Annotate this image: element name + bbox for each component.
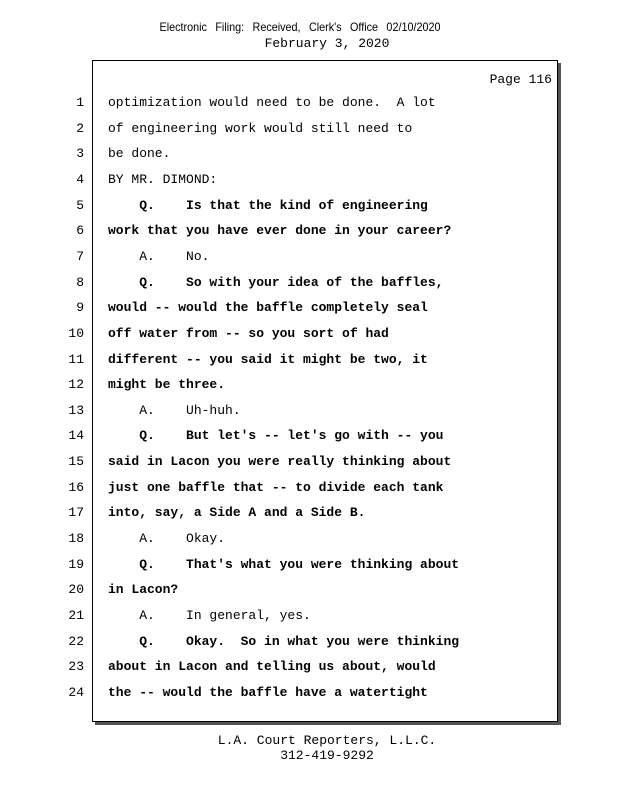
line-number: 8: [76, 275, 84, 290]
line-number: 22: [68, 634, 84, 649]
line-text: A. Uh-huh.: [108, 403, 241, 418]
line-text: into, say, a Side A and a Side B.: [108, 505, 366, 520]
transcript-date: February 3, 2020: [264, 36, 390, 51]
line-text: Q. That's what you were thinking about: [108, 557, 460, 572]
line-number: 21: [68, 608, 84, 623]
line-number: 7: [76, 249, 84, 264]
line-number: 23: [68, 659, 84, 674]
line-text: the -- would the baffle have a watertight: [108, 685, 428, 700]
line-number: 15: [68, 454, 84, 469]
line-number: 16: [68, 480, 84, 495]
line-text: would -- would the baffle completely seal: [108, 300, 428, 315]
line-number: 18: [68, 531, 84, 546]
reporter-phone: 312-419-9292: [280, 748, 374, 763]
line-number: 20: [68, 582, 84, 597]
line-number: 3: [76, 146, 84, 161]
line-text: Q. But let's -- let's go with -- you: [108, 428, 444, 443]
line-number: 1: [76, 95, 84, 110]
line-text: about in Lacon and telling us about, would: [108, 659, 436, 674]
line-text: BY MR. DIMOND:: [108, 172, 218, 187]
line-text: A. Okay.: [108, 531, 226, 546]
line-text: Q. Okay. So in what you were thinking: [108, 634, 460, 649]
line-text: off water from -- so you sort of had: [108, 326, 389, 341]
line-number: 24: [68, 685, 84, 700]
line-number: 14: [68, 428, 84, 443]
line-number: 12: [68, 377, 84, 392]
line-text: Q. Is that the kind of engineering: [108, 198, 428, 213]
line-number: 13: [68, 403, 84, 418]
filing-header: Electronic Filing: Received, Clerk's Office 02/10/2020: [159, 20, 441, 34]
line-number: 4: [76, 172, 84, 187]
line-number: 9: [76, 300, 84, 315]
line-number: 17: [68, 505, 84, 520]
line-text: just one baffle that -- to divide each tank: [108, 480, 444, 495]
line-text: said in Lacon you were really thinking about: [108, 454, 452, 469]
line-text: be done.: [108, 146, 171, 161]
line-text: different -- you said it might be two, it: [108, 352, 428, 367]
line-number: 19: [68, 557, 84, 572]
reporter-company: L.A. Court Reporters, L.L.C.: [217, 733, 437, 748]
line-text: might be three.: [108, 377, 226, 392]
line-number: 6: [76, 223, 84, 238]
line-text: A. No.: [108, 249, 210, 264]
line-text: Q. So with your idea of the baffles,: [108, 275, 444, 290]
line-number: 5: [76, 198, 84, 213]
page-label: Page 116: [489, 72, 552, 87]
line-number: 10: [68, 326, 84, 341]
line-text: optimization would need to be done. A lot: [108, 95, 436, 110]
line-text: A. In general, yes.: [108, 608, 311, 623]
line-text: work that you have ever done in your career?: [108, 223, 452, 238]
line-number: 11: [68, 352, 84, 367]
line-text: in Lacon?: [108, 582, 179, 597]
line-text: of engineering work would still need to: [108, 121, 413, 136]
line-number: 2: [76, 121, 84, 136]
